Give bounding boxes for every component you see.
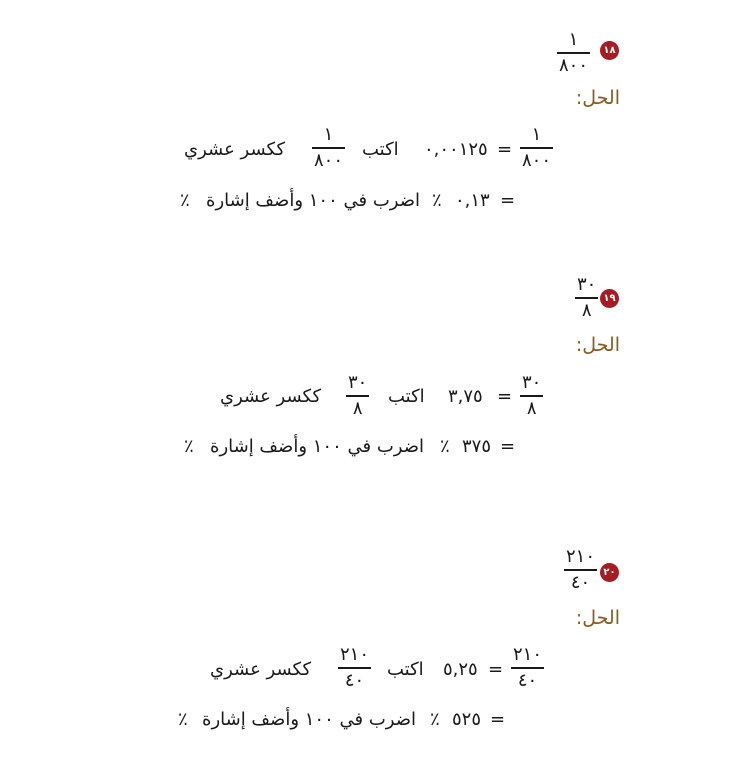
fraction-denominator: ٨ <box>581 299 592 321</box>
fraction-denominator: ٨ <box>352 397 363 419</box>
fraction-denominator: ٨ <box>526 397 537 419</box>
instruction-text: اضرب في ١٠٠ وأضف إشارة <box>202 709 416 730</box>
solution-label: الحل: <box>575 607 620 629</box>
as-decimal-text: ككسر عشري <box>184 139 286 160</box>
equals-sign: = <box>497 139 513 160</box>
equals-sign: = <box>497 386 513 407</box>
instruction-text: اضرب في ١٠٠ وأضف إشارة <box>206 190 420 211</box>
fraction-denominator: ٨٠٠ <box>314 149 344 171</box>
problem-number-badge: ٢٠ <box>600 563 619 582</box>
instruction-text: اضرب في ١٠٠ وأضف إشارة <box>210 436 424 457</box>
as-decimal-text: ككسر عشري <box>220 386 322 407</box>
percent-value: ٥٢٥ <box>452 709 482 730</box>
fraction-denominator: ٤٠ <box>344 669 365 691</box>
fraction-numerator: ٢١٠ <box>566 546 596 567</box>
decimal-value: ٥,٢٥ <box>443 659 478 680</box>
write-word: اكتب <box>388 386 425 407</box>
fraction-numerator: ٢١٠ <box>513 644 543 665</box>
solution-label: الحل: <box>575 87 620 109</box>
write-fraction <box>338 646 371 690</box>
equals-sign: = <box>488 659 504 680</box>
decimal-value: ٠,٠٠١٢٥ <box>424 139 488 160</box>
percent-sign: ٪ <box>430 709 440 730</box>
write-word: اكتب <box>387 659 424 680</box>
fraction-denominator: ٨٠٠ <box>522 149 552 171</box>
fraction-numerator: ١ <box>531 124 542 145</box>
fraction-numerator: ٢١٠ <box>340 644 370 665</box>
problem-fraction <box>575 276 598 320</box>
solution-label: الحل: <box>575 334 620 356</box>
solution-fraction <box>511 646 544 690</box>
decimal-value: ٣,٧٥ <box>448 386 483 407</box>
percent-sign: ٪ <box>440 436 450 457</box>
write-word: اكتب <box>362 139 399 160</box>
problem-fraction <box>557 31 590 75</box>
problem-number-badge: ١٨ <box>600 41 619 60</box>
fraction-denominator: ٨٠٠ <box>559 54 589 76</box>
as-decimal-text: ككسر عشري <box>210 659 312 680</box>
fraction-numerator: ٣٠ <box>348 372 368 393</box>
fraction-denominator: ٤٠ <box>570 571 591 593</box>
equals-sign: = <box>500 190 516 211</box>
percent-sign: ٪ <box>432 190 442 211</box>
solution-fraction <box>520 126 553 170</box>
problem-number-badge: ١٩ <box>600 289 619 308</box>
equals-sign: = <box>490 709 506 730</box>
equals-sign: = <box>500 436 516 457</box>
percent-value: ٣٧٥ <box>462 436 492 457</box>
percent-sign-end: ٪ <box>184 436 194 457</box>
problem-fraction <box>564 548 597 592</box>
percent-value: ٠,١٣ <box>455 190 490 211</box>
fraction-numerator: ١ <box>323 124 334 145</box>
percent-sign-end: ٪ <box>178 709 188 730</box>
solution-fraction <box>520 374 543 418</box>
write-fraction <box>312 126 345 170</box>
percent-sign-end: ٪ <box>180 190 190 211</box>
write-fraction <box>346 374 369 418</box>
fraction-denominator: ٤٠ <box>517 669 538 691</box>
fraction-numerator: ٣٠ <box>522 372 542 393</box>
fraction-numerator: ٣٠ <box>577 274 597 295</box>
fraction-numerator: ١ <box>568 29 579 50</box>
